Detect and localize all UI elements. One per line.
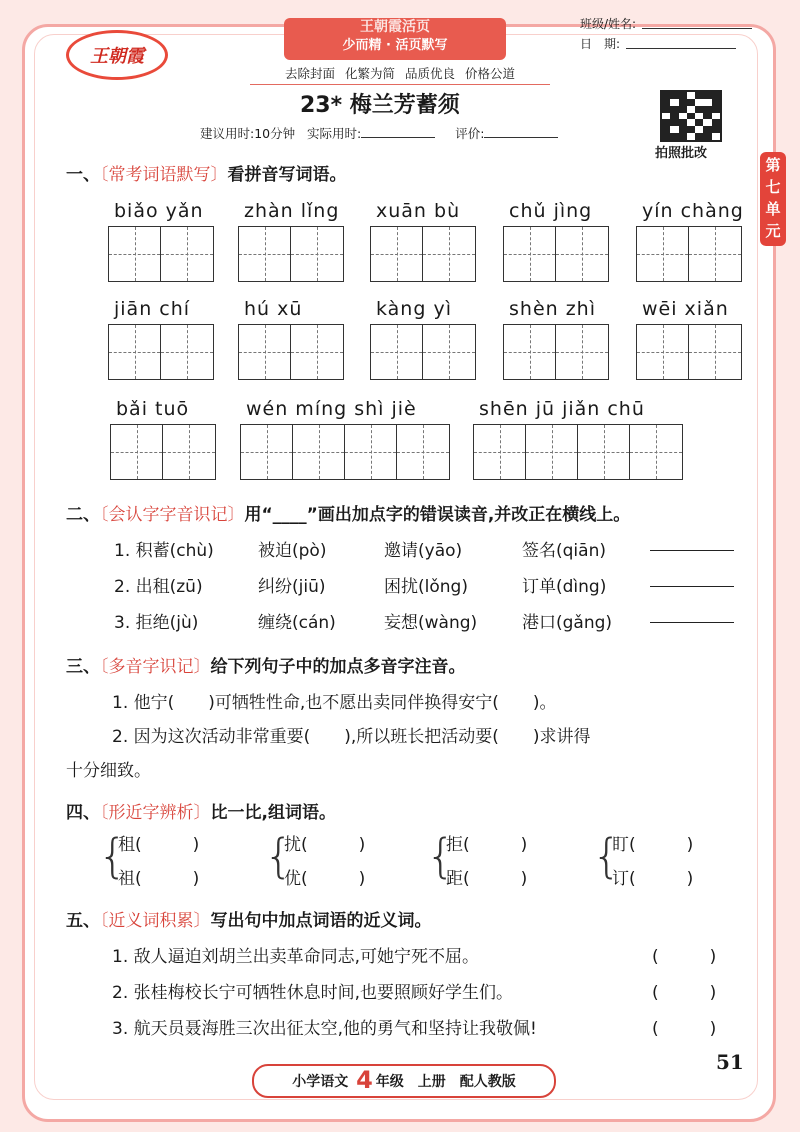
section1-heading — [66, 160, 347, 185]
pronunciation-item: 3. 拒绝(jù) — [114, 613, 199, 633]
answer-line[interactable] — [650, 608, 734, 628]
pinyin-prompt: jiān chí — [114, 298, 191, 320]
grid-cell[interactable] — [239, 325, 291, 379]
writing-grid[interactable] — [370, 226, 476, 282]
grid-cell[interactable] — [291, 325, 343, 379]
evaluation-field[interactable] — [484, 125, 558, 138]
lesson-title: 23* 梅兰芳蓄须 — [300, 93, 460, 118]
date-label: 日 期: — [580, 37, 621, 51]
similar-char-item[interactable]: 租( ) — [118, 835, 200, 855]
similar-char-item[interactable]: 盯( ) — [612, 835, 694, 855]
brace: { — [426, 829, 456, 883]
section5-instruction: 写出句中加点词语的近义词。 — [210, 911, 432, 931]
section5-tag: 〔 近义词积累 〕 — [100, 911, 211, 931]
grid-cell[interactable] — [556, 325, 608, 379]
grid-cell[interactable] — [239, 227, 291, 281]
pinyin-prompt: wēi xiǎn — [642, 298, 729, 320]
section4-number: 四、 — [66, 803, 100, 823]
actual-time-label: 实际用时: — [307, 126, 362, 141]
unit-tab: 第 七 单 元 — [760, 152, 786, 246]
writing-grid[interactable] — [503, 324, 609, 380]
similar-char-item[interactable]: 祖( ) — [118, 869, 200, 889]
section3-number: 三、 — [66, 657, 100, 677]
pinyin-prompt: shēn jū jiǎn chū — [479, 398, 645, 420]
section3-heading — [66, 652, 466, 677]
footer-subject: 小学语文 — [292, 1074, 349, 1090]
synonym-question: 2. 张桂梅校长宁可牺牲休息时间,也要照顾好学生们。 — [112, 983, 514, 1003]
qr-label: 拍照批改 — [655, 146, 708, 161]
answer-line[interactable] — [650, 572, 734, 592]
writing-grid[interactable] — [503, 226, 609, 282]
pronunciation-item: 2. 出租(zū) — [114, 577, 203, 597]
pronunciation-item: 纠纷(jiū) — [258, 577, 326, 597]
class-name-label: 班级/姓名: — [580, 17, 637, 31]
grid-cell[interactable] — [109, 227, 161, 281]
section4-tag: 〔 形近字辨析 〕 — [100, 803, 211, 823]
writing-grid[interactable] — [240, 424, 450, 480]
pinyin-prompt: chǔ jìng — [509, 200, 593, 222]
pinyin-prompt: shèn zhì — [509, 298, 597, 320]
brand-logo: 王朝霞 — [66, 30, 168, 80]
similar-char-item[interactable]: 优( ) — [284, 869, 366, 889]
grid-cell[interactable] — [556, 227, 608, 281]
similar-char-item[interactable]: 拒( ) — [446, 835, 528, 855]
brand-banner — [284, 18, 506, 60]
grid-cell[interactable] — [526, 425, 578, 479]
writing-grid[interactable] — [108, 226, 214, 282]
grid-cell[interactable] — [504, 227, 556, 281]
grid-cell[interactable] — [689, 325, 741, 379]
page-frame-inner — [34, 34, 758, 1100]
banner-subtitle: 少而精 · 活页默写 — [342, 38, 448, 53]
grid-cell[interactable] — [109, 325, 161, 379]
page-number: 51 — [716, 1050, 744, 1074]
section4-instruction: 比一比,组词语。 — [210, 803, 336, 823]
grid-cell[interactable] — [397, 425, 449, 479]
grid-cell[interactable] — [689, 227, 741, 281]
pinyin-prompt: hú xū — [244, 298, 303, 320]
qr-code[interactable] — [660, 90, 722, 142]
footer-grade-number: 4 — [356, 1066, 373, 1094]
lesson-meta — [200, 124, 574, 142]
footer-badge — [252, 1064, 556, 1098]
synonym-answer[interactable]: ( ) — [652, 983, 717, 1003]
grid-cell[interactable] — [630, 425, 682, 479]
section1-number: 一、 — [66, 165, 100, 185]
brace: { — [592, 829, 622, 883]
writing-grid[interactable] — [370, 324, 476, 380]
similar-char-item[interactable]: 订( ) — [612, 869, 694, 889]
polyphone-question-2: 2. 因为这次活动非常重要( ),所以班长把活动要( )求讲得 — [112, 727, 591, 747]
pinyin-prompt: wén míng shì jiè — [246, 398, 417, 420]
section5-heading — [66, 906, 432, 931]
grid-cell[interactable] — [345, 425, 397, 479]
grid-cell[interactable] — [111, 425, 163, 479]
writing-grid[interactable] — [636, 324, 742, 380]
grid-cell[interactable] — [423, 227, 475, 281]
polyphone-question-2-cont: 十分细致。 — [66, 761, 151, 781]
section3-tag: 〔 多音字识记 〕 — [100, 657, 211, 677]
synonym-answer[interactable]: ( ) — [652, 947, 717, 967]
section3-instruction: 给下列句子中的加点多音字注音。 — [210, 657, 466, 677]
writing-grid[interactable] — [238, 324, 344, 380]
suggest-time: 建议用时:10分钟 — [200, 126, 296, 141]
actual-time-field[interactable] — [361, 125, 435, 138]
pinyin-prompt: biǎo yǎn — [114, 200, 204, 222]
grid-cell[interactable] — [163, 425, 215, 479]
grid-cell[interactable] — [241, 425, 293, 479]
grid-cell[interactable] — [504, 325, 556, 379]
grid-cell[interactable] — [371, 325, 423, 379]
similar-char-item[interactable]: 距( ) — [446, 869, 528, 889]
brace: { — [98, 829, 128, 883]
grid-cell[interactable] — [371, 227, 423, 281]
writing-grid[interactable] — [110, 424, 216, 480]
writing-grid[interactable] — [636, 226, 742, 282]
pinyin-prompt: kàng yì — [376, 298, 452, 320]
pinyin-prompt: xuān bù — [376, 200, 461, 222]
synonym-question: 3. 航天员聂海胜三次出征太空,他的勇气和坚持让我敬佩! — [112, 1019, 537, 1039]
grid-cell[interactable] — [161, 227, 213, 281]
pronunciation-item: 订单(dìng) — [522, 577, 607, 597]
pronunciation-item: 邀请(yāo) — [384, 541, 463, 561]
pronunciation-item: 1. 积蓄(chù) — [114, 541, 214, 561]
pinyin-prompt: zhàn lǐng — [244, 200, 340, 222]
class-name-field[interactable] — [642, 14, 752, 29]
student-info — [580, 14, 752, 54]
slogan: 去除封面 化繁为简 品质优良 价格公道 — [250, 64, 550, 85]
pronunciation-item: 缠绕(cán) — [258, 613, 336, 633]
section1-instruction: 看拼音写词语。 — [227, 165, 347, 185]
grid-cell[interactable] — [637, 325, 689, 379]
section2-tag: 〔 会认字字音识记 〕 — [100, 505, 245, 525]
pinyin-prompt: bǎi tuō — [116, 398, 190, 420]
writing-grid[interactable] — [238, 226, 344, 282]
grid-cell[interactable] — [293, 425, 345, 479]
writing-grid[interactable] — [108, 324, 214, 380]
banner-title: 王朝霞活页 — [360, 19, 430, 35]
section4-heading — [66, 798, 336, 823]
pronunciation-item: 困扰(lǒng) — [384, 577, 468, 597]
synonym-question: 1. 敌人逼迫刘胡兰出卖革命同志,可她宁死不屈。 — [112, 947, 480, 967]
grid-cell[interactable] — [423, 325, 475, 379]
grid-cell[interactable] — [637, 227, 689, 281]
grid-cell[interactable] — [161, 325, 213, 379]
section2-instruction: 用“____”画出加点字的错误读音,并改正在横线上。 — [244, 505, 631, 525]
grid-cell[interactable] — [474, 425, 526, 479]
polyphone-question-1: 1. 他宁( )可牺牲性命,也不愿出卖同伴换得安宁( )。 — [112, 693, 557, 713]
grid-cell[interactable] — [578, 425, 630, 479]
pronunciation-item: 港口(gǎng) — [522, 613, 613, 633]
pronunciation-item: 签名(qiān) — [522, 541, 606, 561]
pronunciation-item: 被迫(pò) — [258, 541, 327, 561]
answer-line[interactable] — [650, 536, 734, 556]
pinyin-prompt: yín chàng — [642, 200, 744, 222]
brace: { — [264, 829, 294, 883]
evaluation-label: 评价: — [455, 126, 485, 141]
similar-char-item[interactable]: 扰( ) — [284, 835, 366, 855]
section2-number: 二、 — [66, 505, 100, 525]
section5-number: 五、 — [66, 911, 100, 931]
writing-grid[interactable] — [473, 424, 683, 480]
date-field[interactable] — [626, 34, 736, 49]
grid-cell[interactable] — [291, 227, 343, 281]
pronunciation-item: 妄想(wàng) — [384, 613, 478, 633]
section2-heading — [66, 500, 630, 525]
synonym-answer[interactable]: ( ) — [652, 1019, 717, 1039]
footer-grade: 年级 上册 配人教版 — [375, 1074, 516, 1090]
section1-tag: 〔 常考词语默写 〕 — [100, 165, 228, 185]
